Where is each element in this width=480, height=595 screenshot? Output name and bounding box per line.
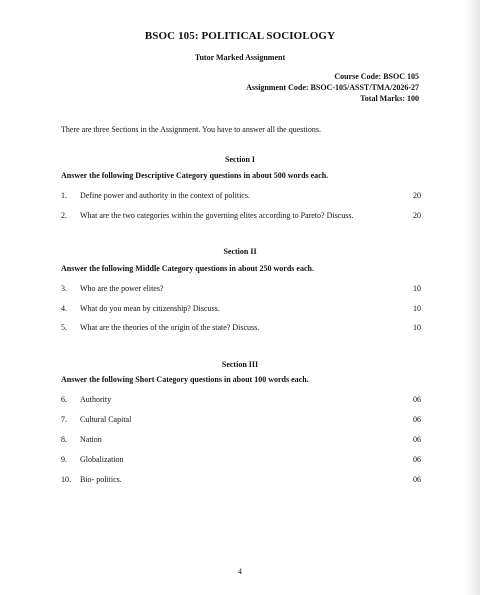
document-title: BSOC 105: POLITICAL SOCIOLOGY: [144, 30, 336, 42]
question-marks: 10: [413, 323, 421, 332]
question-marks: 06: [413, 415, 421, 424]
question-text: Cultural Capital: [80, 415, 132, 424]
course-code: Course Code: BSOC 105: [334, 72, 419, 81]
section-instruction-3: Answer the following Short Category questions in about 100 words each.: [61, 375, 309, 384]
question-text: Define power and authority in the context of politics.: [80, 191, 250, 200]
assignment-code: Assignment Code: BSOC-105/ASST/TMA/2026-27: [246, 83, 419, 92]
question-marks: 06: [413, 455, 421, 464]
question-marks: 06: [413, 435, 421, 444]
question-text: Globalization: [80, 455, 124, 464]
question-number: 10.: [61, 475, 71, 484]
section-instruction-2: Answer the following Middle Category questions in about 250 words each.: [61, 264, 314, 273]
question-number: 9.: [61, 455, 67, 464]
section-title-1: Section I: [225, 155, 255, 164]
question-marks: 10: [413, 304, 421, 313]
section-instruction-1: Answer the following Descriptive Category questions in about 500 words each.: [61, 171, 329, 180]
question-number: 6.: [61, 395, 67, 404]
question-text: Authority: [80, 395, 112, 404]
page-number: 4: [238, 567, 242, 576]
question-number: 8.: [61, 435, 67, 444]
question-text: Who are the power elites?: [80, 284, 164, 293]
section-title-3: Section III: [221, 360, 259, 369]
question-number: 7.: [61, 415, 67, 424]
total-marks: Total Marks: 100: [360, 94, 419, 103]
question-text: What are the two categories within the governing elites according to Pareto? Discuss.: [80, 211, 354, 220]
question-marks: 20: [413, 191, 421, 200]
question-text: Nation: [80, 435, 102, 444]
question-text: Bio- politics.: [80, 475, 122, 484]
document-subtitle: Tutor Marked Assignment: [194, 53, 286, 62]
question-text: What do you mean by citizenship? Discuss.: [80, 304, 220, 313]
intro-text: There are three Sections in the Assignment. You have to answer all the questions.: [61, 125, 321, 134]
section-title-2: Section II: [223, 247, 257, 256]
page-edge-shadow: [466, 0, 480, 595]
question-number: 2.: [61, 211, 67, 220]
question-number: 3.: [61, 284, 67, 293]
question-marks: 20: [413, 211, 421, 220]
question-marks: 10: [413, 284, 421, 293]
question-text: What are the theories of the origin of the state? Discuss.: [80, 323, 260, 332]
question-marks: 06: [413, 395, 421, 404]
question-number: 1.: [61, 191, 67, 200]
question-marks: 06: [413, 475, 421, 484]
question-number: 5.: [61, 323, 67, 332]
question-number: 4.: [61, 304, 67, 313]
